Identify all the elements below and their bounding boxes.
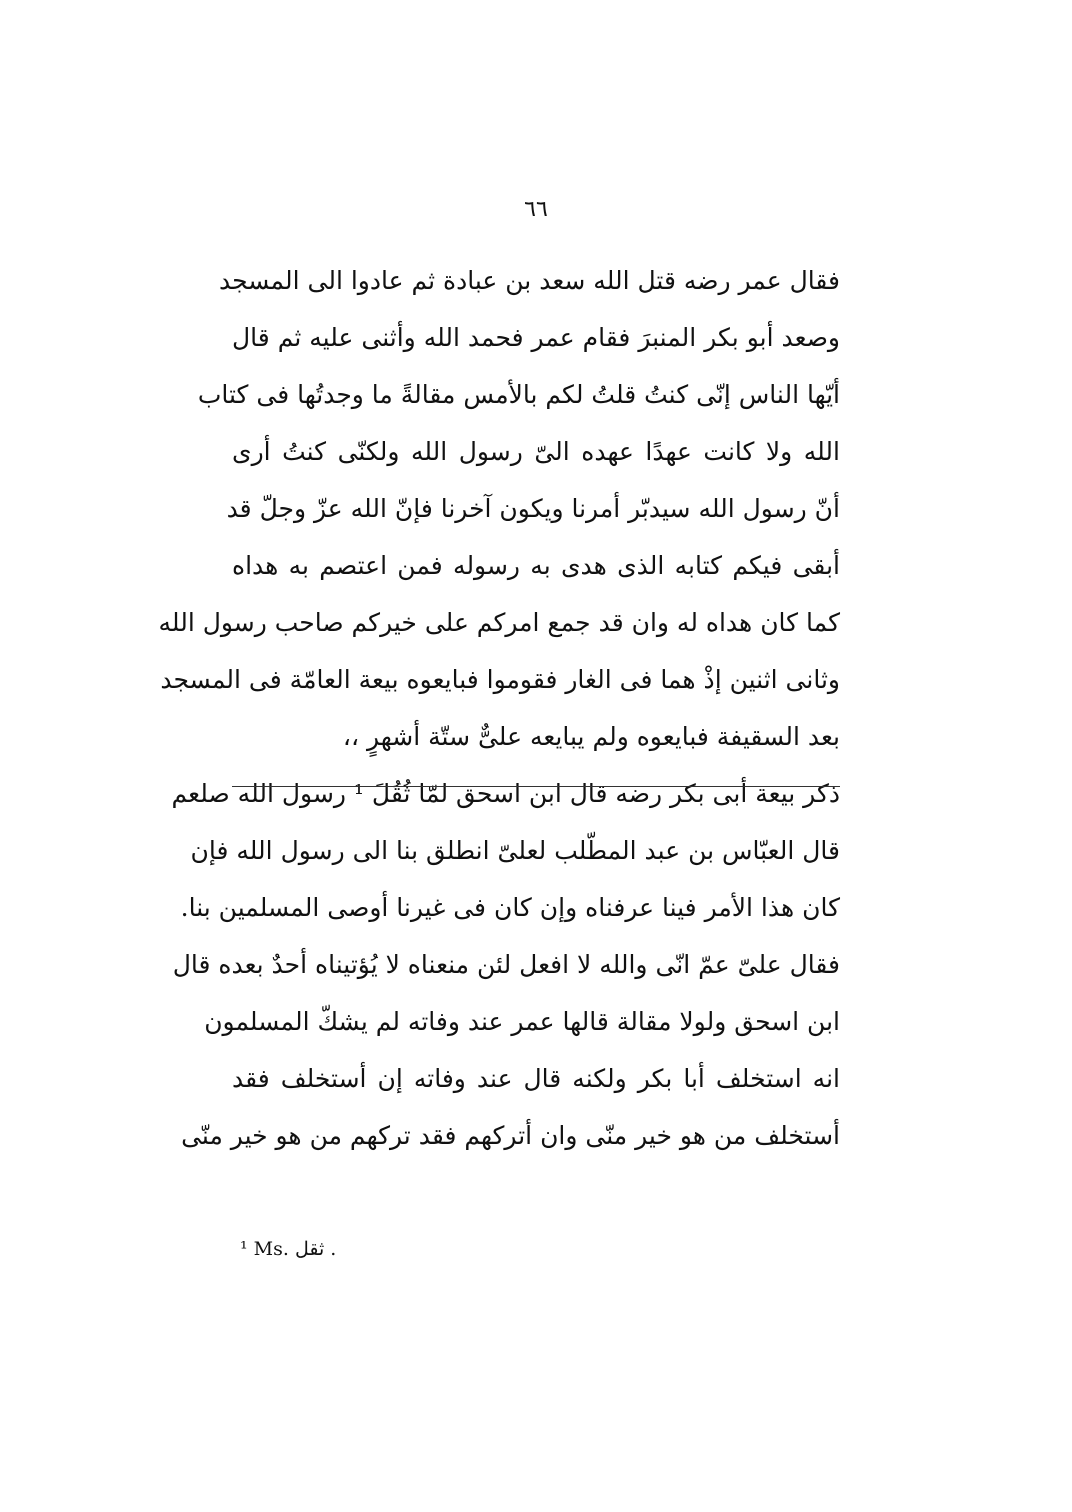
text-line: بعد السقيفة فبايعوه ولم يبايعه علىٌّ ستّة أشهرٍ ،، [342,722,840,751]
text-line: قال العبّاس بن عبد المطّلب لعلىّ انطلق بنا الى رسول الله فإن [190,836,840,865]
text-line: أبقى فيكم كتابه الذى هدى به رسوله فمن اعتصم به هداه [232,551,840,580]
text-line: وثانى اثنين إذْ هما فى الغار فقوموا فبايعوه بيعة العامّة فى المسجد [160,665,840,694]
text-line: وصعد أبو بكر المنبرَ فقام عمر فحمد الله وأثنى عليه ثم قال [232,323,840,352]
text-line: أنّ رسول الله سيدبّر أمرنا ويكون آخرنا فإنّ الله عزّ وجلّ قد [226,494,840,523]
section-heading-line: ذكر بيعة أبى بكر رضه قال ابن اسحق لمّا ثُقُلَ ¹ رسول الله صلعم [171,779,840,808]
text-line: كما كان هداه له وان قد جمع امركم على خيركم صاحب رسول الله [158,608,840,637]
text-line: أستخلف من هو خير منّى وان أتركهم فقد تركهم من هو خير منّى [181,1121,840,1150]
text-line: أيّها الناس إنّى كنتُ قلتُ لكم بالأمس مقالةً ما وجدتُها فى كتاب [197,380,840,409]
text-line: كان هذا الأمر فينا عرفناه وإن كان فى غيرنا أوصى المسلمين بنا. [180,893,840,922]
text-line: ابن اسحق ولولا مقالة قالها عمر عند وفاته لم يشكّ المسلمون [204,1007,840,1036]
text-line: فقال عمر رضه قتل الله سعد بن عبادة ثم عادوا الى المسجد [218,266,840,295]
footnote: ¹ Ms. ثقل . [240,1238,337,1260]
section-divider [232,786,840,787]
text-line: الله ولا كانت عهدًا عهده الىّ رسول الله ولكنّى كنتُ أرى [232,437,840,466]
page-number: ٦٦ [524,197,548,222]
text-line: انه استخلف أبا بكر ولكنه قال عند وفاته إن أستخلف فقد [232,1064,840,1093]
text-line: فقال علىّ عمّ انّى والله لا افعل لئن منعناه لا يُؤتيناه أحدٌ بعده قال [172,950,840,979]
body-text [158,252,840,1164]
